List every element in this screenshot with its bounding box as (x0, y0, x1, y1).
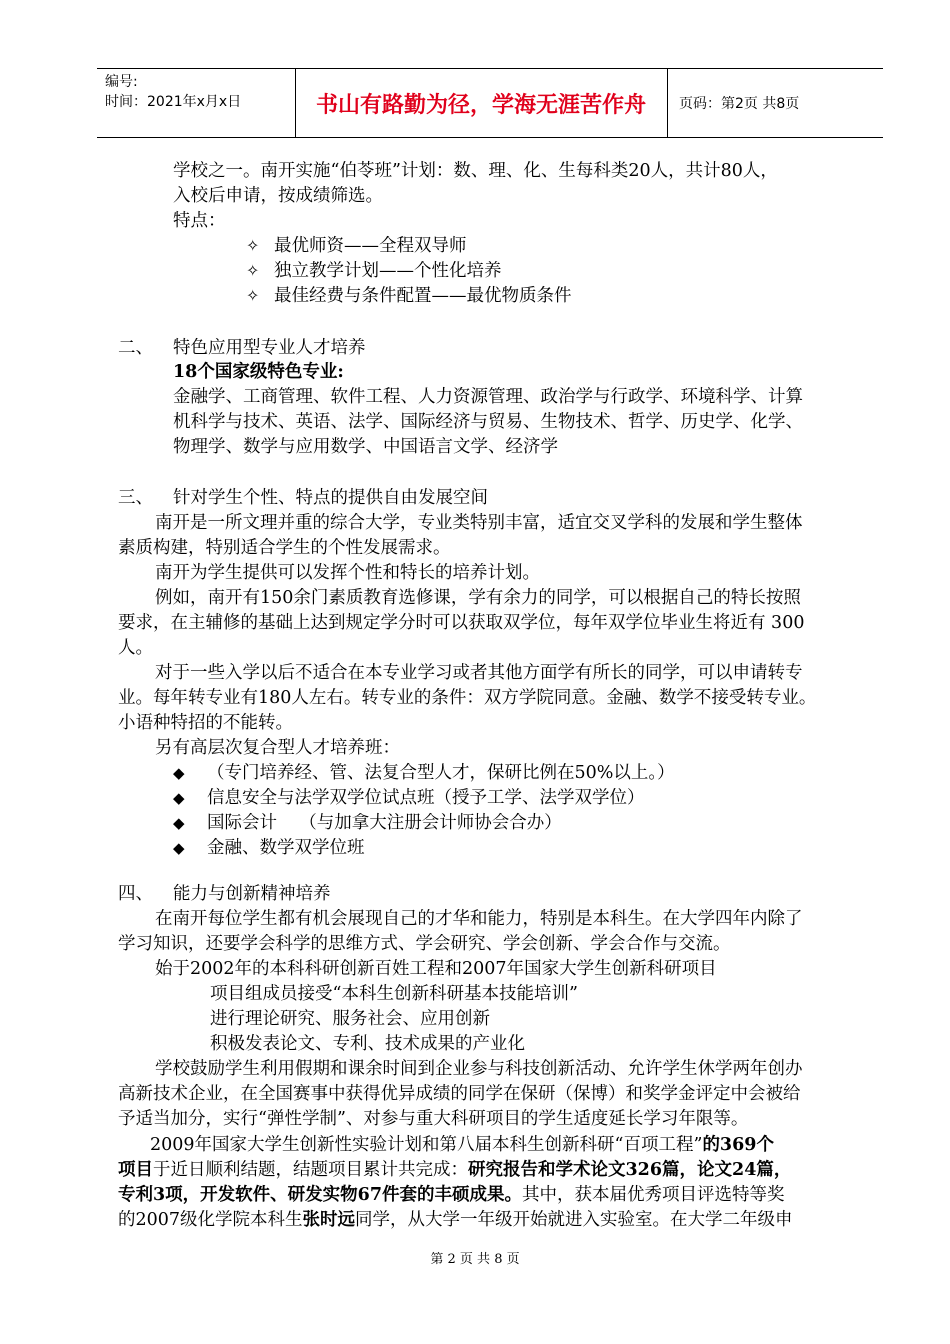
s4-item: 进行理论研究、服务社会、应用创新 (210, 1009, 490, 1029)
s4-text: 专利3项，开发软件、研发实物67件套的丰硕成果。其中，获本届优秀项目评选特等奖 (118, 1185, 785, 1205)
s4-text: 的2007级化学院本科生张时远同学，从大学一年级开始就进入实验室。在大学二年级申 (118, 1210, 793, 1230)
s4-text: 项目于近日顺利结题，结题项目累计共完成：研究报告和学术论文326篇，论文24篇， (118, 1160, 792, 1180)
s4-text: 学校鼓励学生利用假期和课余时间到企业参与科技创新活动、允许学生休学两年创办 (155, 1059, 803, 1079)
s3-text: 要求，在主辅修的基础上达到规定学分时可以获取双学位，每年双学位毕业生将近有 300 (118, 613, 805, 633)
s4-item: 积极发表论文、专利、技术成果的产业化 (210, 1034, 525, 1054)
diamond-bullet-icon: ◆ (173, 789, 185, 807)
s3-text: 对于一些入学以后不适合在本专业学习或者其他方面学有所长的同学，可以申请转专 (155, 663, 803, 683)
section-4-title: 能力与创新精神培养 (173, 884, 331, 904)
star-bullet-icon: ✧ (246, 236, 260, 255)
s4-text: 始于2002年的本科科研创新百姓工程和2007年国家大学生创新科研项目 (155, 959, 717, 979)
page-footer: 第 2 页 共 8 页 (430, 1252, 520, 1267)
number-label: 编号: (105, 74, 138, 90)
star-bullet-icon: ✧ (246, 261, 260, 280)
class-bullet: ◆ 信息安全与法学双学位试点班（授予工学、法学双学位） (173, 788, 645, 808)
section-2-title: 特色应用型专业人才培养 (173, 338, 366, 358)
intro-line-1: 学校之一。南开实施“伯苓班”计划：数、理、化、生每科类20人，共计80人， (173, 161, 778, 181)
class-bullet: ◆ 国际会计 （与加拿大注册会计师协会合办） (173, 813, 562, 833)
majors-line-2: 机科学与技术、英语、法学、国际经济与贸易、生物技术、哲学、历史学、化学、 (173, 412, 803, 432)
section-3-title: 针对学生个性、特点的提供自由发展空间 (173, 488, 488, 508)
intro-line-2: 入校后申请，按成绩筛选。 (173, 186, 383, 206)
feature-bullet: ✧ 最佳经费与条件配置——最优物质条件 (246, 286, 572, 306)
section-2-number: 二、 (118, 338, 153, 358)
diamond-bullet-icon: ◆ (173, 839, 185, 857)
section-3-number: 三、 (118, 488, 153, 508)
section-4-number: 四、 (118, 884, 153, 904)
section-2-subtitle: 18个国家级特色专业: (173, 362, 344, 382)
s3-text: 业。每年转专业有180人左右。转专业的条件：双方学院同意。金融、数学不接受转专业。 (118, 688, 817, 708)
s3-text: 小语种特招的不能转。 (118, 713, 293, 733)
s4-text: 予适当加分，实行“弹性学制”、对参与重大科研项目的学生适度延长学习年限等。 (118, 1109, 749, 1129)
class-bullet: ◆ 金融、数学双学位班 (173, 838, 365, 858)
s3-text: 素质构建，特别适合学生的个性发展需求。 (118, 538, 451, 558)
header-info-cell (97, 69, 296, 137)
s3-text: 人。 (118, 638, 153, 658)
class-bullet: ◆ （专门培养经、管、法复合型人才，保研比例在50%以上。） (173, 763, 675, 783)
feature-bullet: ✧ 最优师资——全程双导师 (246, 236, 467, 256)
majors-line-3: 物理学、数学与应用数学、中国语言文学、经济学 (173, 437, 558, 457)
star-bullet-icon: ✧ (246, 286, 260, 305)
page-label: 页码：第2页 共8页 (679, 96, 800, 112)
s3-text: 例如，南开有150余门素质教育选修课，学有余力的同学，可以根据自己的特长按照 (155, 588, 801, 608)
s3-text: 另有高层次复合型人才培养班： (155, 738, 400, 758)
s4-text: 2009年国家大学生创新性实验计划和第八届本科生创新科研“百项工程”的369个 (150, 1135, 774, 1155)
diamond-bullet-icon: ◆ (173, 764, 185, 782)
s3-text: 南开为学生提供可以发挥个性和特长的培养计划。 (155, 563, 540, 583)
s3-text: 南开是一所文理并重的综合大学，专业类特别丰富，适宜交叉学科的发展和学生整体 (155, 513, 803, 533)
s4-text: 在南开每位学生都有机会展现自己的才华和能力，特别是本科生。在大学四年内除了 (155, 909, 803, 929)
document-header (97, 68, 883, 138)
time-label: 时间：2021年x月x日 (105, 94, 242, 110)
s4-text: 高新技术企业，在全国赛事中获得优异成绩的同学在保研（保博）和奖学金评定中会被给 (118, 1084, 801, 1104)
s4-item: 项目组成员接受“本科生创新科研基本技能培训” (210, 984, 578, 1004)
motto: 书山有路勤为径，学海无涯苦作舟 (295, 69, 668, 137)
majors-line-1: 金融学、工商管理、软件工程、人力资源管理、政治学与行政学、环境科学、计算 (173, 387, 803, 407)
diamond-bullet-icon: ◆ (173, 814, 185, 832)
features-label: 特点： (173, 211, 226, 231)
feature-bullet: ✧ 独立教学计划——个性化培养 (246, 261, 502, 281)
s4-text: 学习知识，还要学会科学的思维方式、学会研究、学会创新、学会合作与交流。 (118, 934, 731, 954)
